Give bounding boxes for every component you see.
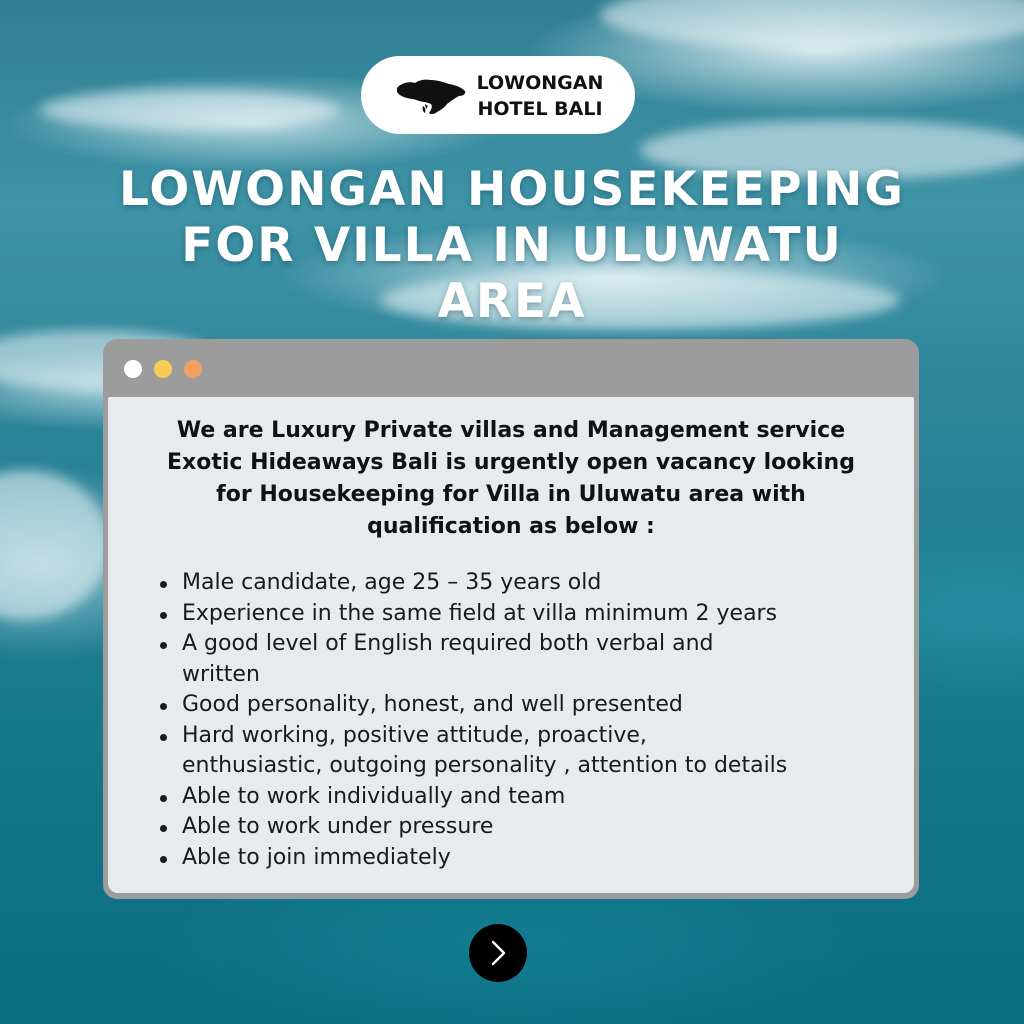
intro-line: qualification as below : [367, 514, 655, 539]
list-item [158, 690, 898, 721]
intro-line: Exotic Hideaways Bali is urgently open vacancy looking [167, 450, 855, 475]
list-item-text: Able to work under pressure [182, 814, 494, 839]
list-item-text: Able to work individually and team [182, 783, 566, 809]
bullet-icon [160, 795, 167, 802]
list-item [158, 568, 898, 599]
list-item-text: written [182, 661, 260, 687]
list-item [158, 721, 898, 752]
bullet-icon [160, 856, 167, 863]
list-item-text: Hard working, positive attitude, proactive, [182, 722, 647, 748]
list-item-text: Good personality, honest, and well presented [182, 692, 683, 717]
brand-name-line-2: HOTEL BALI [477, 98, 603, 120]
page-title [60, 162, 964, 330]
background-wave [0, 470, 110, 620]
window-dot-orange [184, 360, 202, 378]
window-dot-white [124, 360, 142, 378]
intro-line: We are Luxury Private villas and Management service [176, 418, 846, 443]
list-item [158, 782, 898, 813]
list-item-text: enthusiastic, outgoing personality , attention to details [182, 753, 788, 778]
title-line-3: AREA [437, 274, 587, 329]
window-dot-yellow [154, 360, 172, 378]
bullet-icon [160, 703, 167, 710]
bali-island-silhouette-icon [395, 74, 467, 116]
next-button[interactable] [469, 924, 527, 982]
bullet-icon [160, 825, 167, 832]
list-item [158, 812, 898, 843]
list-item-text: A good level of English required both verbal and [182, 631, 714, 656]
list-item-text: Male candidate, age 25 – 35 years old [182, 570, 602, 595]
intro-line: for Housekeeping for Villa in Uluwatu area with [216, 482, 806, 507]
list-item [158, 599, 898, 630]
bullet-icon [160, 581, 167, 588]
bullet-icon [160, 734, 167, 741]
qualification-list [158, 568, 898, 873]
list-item-continuation [158, 660, 898, 691]
background-wave [600, 0, 1024, 50]
brand-logo [361, 56, 635, 134]
list-item [158, 629, 898, 660]
job-details-window [103, 339, 919, 899]
bullet-icon [160, 642, 167, 649]
title-line-1: LOWONGAN HOUSEKEEPING [119, 162, 905, 217]
title-line-2: FOR VILLA IN ULUWATU [181, 218, 843, 273]
job-intro [128, 415, 894, 543]
bullet-icon [160, 612, 167, 619]
list-item-text: Able to join immediately [182, 844, 451, 870]
list-item [158, 843, 898, 874]
background-wave [40, 90, 340, 130]
brand-name-line-1: LOWONGAN [476, 72, 604, 94]
chevron-right-icon [486, 938, 510, 968]
list-item-text: Experience in the same field at villa minimum 2 years [182, 600, 778, 626]
brand-name [475, 70, 605, 122]
window-content [108, 397, 914, 893]
list-item-continuation [158, 751, 898, 782]
